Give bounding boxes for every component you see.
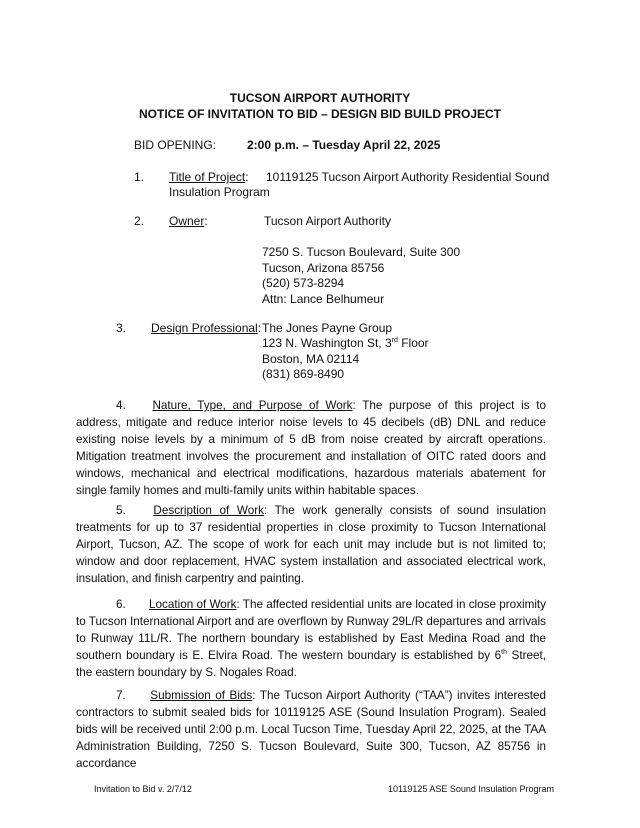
item-1-number: 1. — [134, 170, 145, 184]
design-professional-address-line1 — [262, 336, 429, 351]
item-4-paragraph — [76, 397, 546, 499]
owner-attn: Attn: Lance Belhumeur — [262, 292, 385, 306]
item-5-label: Description of Work — [153, 504, 264, 517]
item-6-text-a: : The affected residential units are located in close proximity to Tucson International Airport and are overflown by Runway 29L/R departures and arrivals to Runway 11L/R. The northern boundary is established by East Medina Road and the southern boundary is E. Elvira Road. The western boundary is established by 6 — [76, 598, 547, 662]
owner-address-line1: 7250 S. Tucson Boulevard, Suite 300 — [262, 245, 461, 259]
item-4-label: Nature, Type, and Purpose of Work — [152, 399, 353, 412]
design-professional-address-pre: 123 N. Washington St, 3 — [262, 336, 392, 350]
item-7-label: Submission of Bids — [150, 689, 253, 702]
item-2-label: Owner — [169, 214, 205, 228]
item-4-number: 4. — [116, 399, 126, 412]
design-professional-address-sup: rd — [391, 337, 398, 344]
item-2-colon: : — [204, 214, 208, 228]
item-3-colon: : — [257, 321, 262, 335]
document-title-org: TUCSON AIRPORT AUTHORITY — [229, 91, 411, 105]
bid-opening-label: BID OPENING: — [134, 138, 217, 152]
item-3-label-wrap — [151, 321, 261, 336]
item-5-text: : The work generally consists of sound insulation treatments for up to 37 residential properties in close proximity to Tucson International Airport, Tucson, AZ. The scope of work for each unit may include but is not limited to; window and door replacement, HVAC system installation and associated electrical work, insulation, and finish carpentry and painting. — [76, 504, 547, 585]
item-6-number: 6. — [116, 598, 126, 611]
item-7-number: 7. — [116, 689, 126, 702]
item-3-number: 3. — [116, 321, 127, 335]
item-6-text-b: Street, the eastern boundary by S. Nogales Road. — [76, 649, 546, 679]
design-professional-phone: (831) 869-8490 — [262, 367, 345, 381]
item-1-value-line1: 10119125 Tucson Airport Authority Residential Sound — [266, 170, 550, 184]
item-3-label: Design Professional — [151, 321, 258, 335]
item-5-number: 5. — [116, 504, 126, 517]
footer-left: Invitation to Bid v. 2/7/12 — [94, 784, 192, 794]
item-6-sup: th — [501, 649, 507, 657]
footer-right: 10119125 ASE Sound Insulation Program — [388, 784, 554, 794]
design-professional-name: The Jones Payne Group — [262, 321, 393, 335]
item-4-text: : The purpose of this project is to address, mitigate and reduce interior noise levels to 45 decibels (dB) DNL and reduce existing noise levels by a minimum of 5 dB from noise created by aircraft operations. Mitigation treatment involves the procurement and installation of OITC rated doors and windows, mechanical and electrical modifications, hazardous materials abatement for single family homes and multi-family units within habitable spaces. — [76, 399, 546, 497]
owner-name: Tucson Airport Authority — [264, 214, 391, 228]
item-1-value-line2: Insulation Program — [169, 185, 270, 199]
item-6-label: Location of Work — [149, 598, 237, 611]
document-title-notice: NOTICE OF INVITATION TO BID – DESIGN BID BUILD PROJECT — [138, 107, 502, 121]
item-2-number: 2. — [134, 214, 145, 228]
item-2-label-wrap — [169, 214, 208, 229]
owner-phone: (520) 573-8294 — [262, 276, 345, 290]
owner-address-line2: Tucson, Arizona 85756 — [262, 261, 385, 275]
design-professional-address-line2: Boston, MA 02114 — [262, 352, 360, 366]
item-1-label: Title of Project — [169, 170, 246, 184]
item-7-paragraph — [76, 687, 546, 772]
item-1-colon: : — [245, 170, 249, 184]
design-professional-address-post: Floor — [397, 336, 429, 350]
bid-opening-value: 2:00 p.m. – Tuesday April 22, 2025 — [247, 138, 441, 152]
item-6-paragraph — [76, 596, 546, 681]
item-1-label-wrap — [169, 170, 249, 185]
item-7-text: : The Tucson Airport Authority (“TAA”) invites interested contractors to submit sealed bids for 10119125 ASE (Sound Insulation Program). Sealed bids will be received until 2:00 p.m. Local Tucson Time, Tuesday April 22, 2025, at the TAA Administration Building, 7250 S. Tucson Boulevard, Suite 300, Tucson, AZ 85756 in accordance — [76, 689, 547, 770]
item-5-paragraph — [76, 502, 546, 587]
